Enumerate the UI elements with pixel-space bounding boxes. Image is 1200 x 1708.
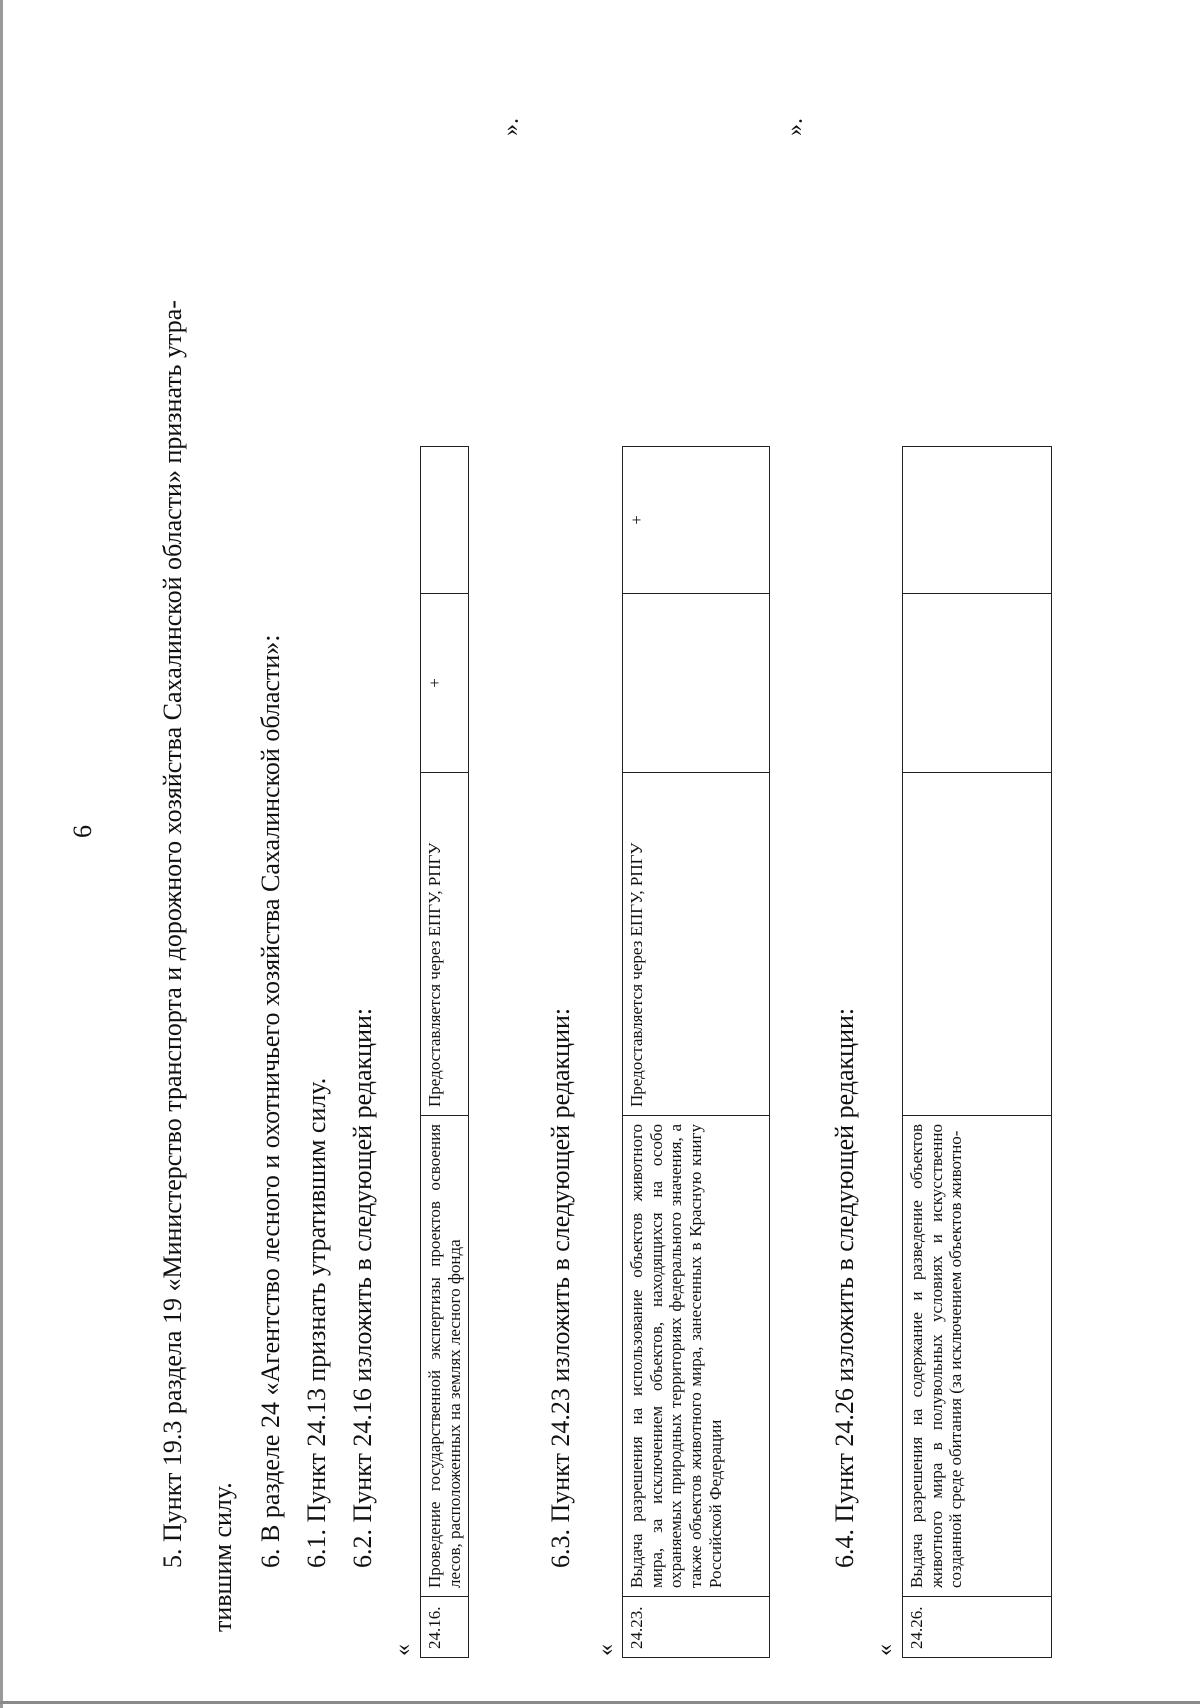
paragraph-5-line-2: тившим силу. <box>208 1482 237 1632</box>
page-number: 6 <box>68 825 97 838</box>
paragraph-5-line-1: 5. Пункт 19.3 раздела 19 «Министерство транспорта и дорожного хозяйства Сахалинской области» признать утра- <box>158 300 187 1568</box>
mark-column-1: + <box>421 594 469 773</box>
delivery-note: Предоставляется через ЕПГУ, РПГУ <box>623 773 770 1116</box>
table-row <box>903 447 1052 1658</box>
item-number: 24.16. <box>421 1597 469 1658</box>
table-row <box>421 447 469 1658</box>
quote-open-2: « <box>593 1644 619 1656</box>
mark-column-2: + <box>623 447 770 594</box>
mark-column-2 <box>421 447 469 594</box>
quote-close-2: ». <box>782 118 808 136</box>
service-name: Выдача разрешения на содержание и разведение объектов животного мира в полувольных условиях и искусственно созданной среде обитания (за исключением объектов животно- <box>903 1116 1052 1597</box>
quote-open-1: « <box>390 1644 416 1656</box>
quote-open-3: « <box>872 1644 898 1656</box>
paragraph-6-3: 6.3. Пункт 24.23 изложить в следующей редакции: <box>546 1007 575 1568</box>
item-number: 24.26. <box>903 1597 1052 1658</box>
table-24-23 <box>622 446 770 1658</box>
service-name: Выдача разрешения на использование объектов животного мира, за исключением объектов, находящихся на особо охраняемых природных территориях федерального значения, а также объектов животного мира, занесенных в Красную книгу Российской Федерации <box>623 1116 770 1597</box>
paragraph-6-2: 6.2. Пункт 24.16 изложить в следующей редакции: <box>348 1007 377 1568</box>
table-24-26 <box>902 446 1052 1658</box>
service-name: Проведение государственной экспертизы проектов освоения лесов, расположенных на землях лесного фонда <box>421 1116 469 1597</box>
table-24-16 <box>420 446 469 1658</box>
quote-close-1: ». <box>498 118 524 136</box>
item-number: 24.23. <box>623 1597 770 1658</box>
table-row <box>623 447 770 1658</box>
paragraph-6-4: 6.4. Пункт 24.26 изложить в следующей редакции: <box>830 1007 859 1568</box>
delivery-note: Предоставляется через ЕПГУ, РПГУ <box>421 773 469 1116</box>
paragraph-6: 6. В разделе 24 «Агентство лесного и охотничьего хозяйства Сахалинской области»: <box>256 634 285 1568</box>
delivery-note <box>903 773 1052 1116</box>
mark-column-1 <box>623 594 770 773</box>
mark-column-1 <box>903 594 1052 773</box>
mark-column-2 <box>903 447 1052 594</box>
paragraph-6-1: 6.1. Пункт 24.13 признать утратившим силу. <box>302 1077 331 1568</box>
